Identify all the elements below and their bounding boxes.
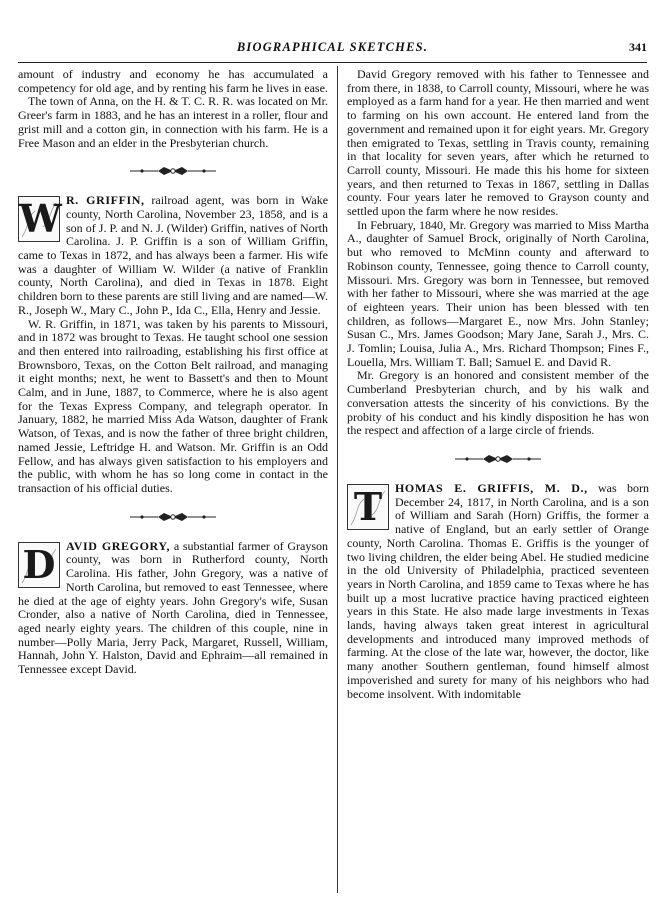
column-divider	[337, 66, 338, 893]
section-ornament	[18, 502, 328, 532]
bio-griffis	[347, 482, 649, 701]
bio-text: railroad agent, was born in Wake county, North Carolina, November 23, 1858, and is a son of J. P. and N. J. (Wilder) Griffin, natives of North Carolina. J. P. Griffin is a son of William Griffin, came to Texas in 1872, and has always been a farmer. His wife was a daughter of William W. Wilder (a native of Franklin county, North Carolina), and died in Texas in 1878. Eight children born to these parents are still living and are named—W. R., Joseph W., Mary C., John P., Ida C., Ella, Henry and Jessie.	[18, 193, 329, 317]
ornament-icon	[128, 164, 218, 178]
left-column	[18, 68, 328, 677]
bio-text: a substantial farmer of Grayson county, was born in Rutherford county, North Carolina. His father, John Gregory, was a native of North Carolina, but removed to east Tennessee, where he died at the age of eighty years. John Gregory's wife, Susan Cronder, also a native of North Carolina, died in Tennessee, aged nearly eighty years. The children of this couple, nine in number—Polly Maria, Jerry Pack, Margaret, Russell, William, Hannah, John Y. Halston, David and Ephraim—all remained in Tennessee except David.	[18, 538, 328, 677]
paragraph: amount of industry and economy he has accumulated a competency for old age, and by renting his farm he lives in ease.	[18, 67, 328, 95]
header-rule	[18, 62, 647, 63]
bio-griffin	[18, 194, 328, 495]
bio-paragraph	[18, 540, 328, 677]
drop-cap	[18, 196, 60, 242]
page-header	[18, 40, 647, 60]
paragraph: David Gregory removed with his father to Tennessee and from there, in 1838, to Carroll county, Missouri, where he was employed as a farm hand for a year. He then married and went to farming on his own account. He entered land from the government and remained upon it for eight years. Mr. Gregory then emigrated to Texas, settling in Travis county, remaining in that locality for seven years, after which he returned to Carroll county, Missouri. He made this his home for sixteen years, and then returned to Texas in 1867, settling in Dallas county. Four years later he removed to Grayson county and settled upon the farm where he now resides.	[347, 67, 649, 219]
bio-name: AVID GREGORY,	[66, 538, 171, 553]
section-ornament	[18, 156, 328, 186]
ornament-icon	[128, 510, 218, 524]
paragraph: The town of Anna, on the H. & T. C. R. R. was located on Mr. Greer's farm in 1883, and he has an interest in a roller, flour and grist mill and a cotton gin, in connection with his farm. He is a Free Mason and an elder in the Presbyterian church.	[18, 94, 328, 150]
bio-paragraph	[18, 194, 328, 317]
bio-text: was born December 24, 1817, in North Carolina, and is a son of William and Sarah (Horn) Griffis, the former a native of England, but an early settler of Orange county, North Carolina. Thomas E. Griffis is the younger of two living children, the elder being Abel. He studied medicine in the old University of Philadelphia, practiced seventeen years in North Carolina, and 1859 came to Texas where he has built up a most lucrative practice having practiced eighteen years in this State. He also made large investments in Texas lands, having always taken great interest in agricultural developments and introduced many improved methods of farming. At the close of the late war, however, the doctor, like many another Southern gentleman, found himself almost impoverished and surety for many of his neighbors who had become insolvent. With indomitable	[347, 480, 649, 701]
drop-cap-letter: T	[353, 483, 383, 529]
drop-cap-letter: D	[22, 541, 56, 587]
bio-gregory	[18, 540, 328, 677]
drop-cap-letter: W	[19, 196, 62, 242]
bio-name: R. GRIFFIN,	[66, 193, 145, 208]
paragraph: W. R. Griffin, in 1871, was taken by his parents to Missouri, and in 1872 was brought to Texas. He taught school one session and then entered into railroading, establishing his first office at Brownsboro, Texas, on the Cotton Belt railroad, and managing it eight months; next, he went to Bassett's and then to Mount Calm, and in June, 1887, to Commerce, where he is also agent for the Texas Express Company, and telegraph operator. In January, 1882, he married Miss Ada Watson, daughter of Frank Watson, of Texas, and is now the father of three bright children, named Jessie, Leftridge H. and Watson. Mr. Griffin is an Odd Fellow, and has always given satisfaction to his employers and the public, with whom he has so long come in contact in the transaction of his official duties.	[18, 316, 328, 495]
right-column	[347, 68, 649, 701]
drop-cap	[18, 542, 60, 588]
page-number: 341	[629, 40, 647, 54]
running-title: BIOGRAPHICAL SKETCHES.	[236, 40, 429, 54]
bio-paragraph	[347, 482, 649, 701]
paragraph: Mr. Gregory is an honored and consistent member of the Cumberland Presbyterian church, and by his walk and conversation attests the sincerity of his convictions. By the probity of his conduct and his kindly disposition he has won the respect and affection of a large circle of friends.	[347, 368, 649, 438]
ornament-icon	[453, 452, 543, 466]
section-ornament	[347, 444, 649, 474]
bio-name: HOMAS E. GRIFFIS, M. D.,	[395, 480, 588, 495]
drop-cap	[347, 484, 389, 530]
paragraph: In February, 1840, Mr. Gregory was married to Miss Martha A., daughter of Samuel Brock, originally of North Carolina, but who removed to McMinn county and afterward to Robinson county, Tennessee, going thence to Carroll county, Missouri. Mrs. Gregory was born in Tennessee, but removed with her father to Missouri, where she was married at the age of eighteen years. Their union has been blessed with ten children, as follows—Margaret E., now Mrs. John Stanley; Susan C., Mrs. James Goodson; Mary Jane, Sarah J., Mrs. C. J. Tomlin; Louisa, Julia A., Mrs. Richard Thompson; Fines F., Louella, Mrs. William T. Ball; Samuel E. and David R.	[347, 217, 649, 369]
